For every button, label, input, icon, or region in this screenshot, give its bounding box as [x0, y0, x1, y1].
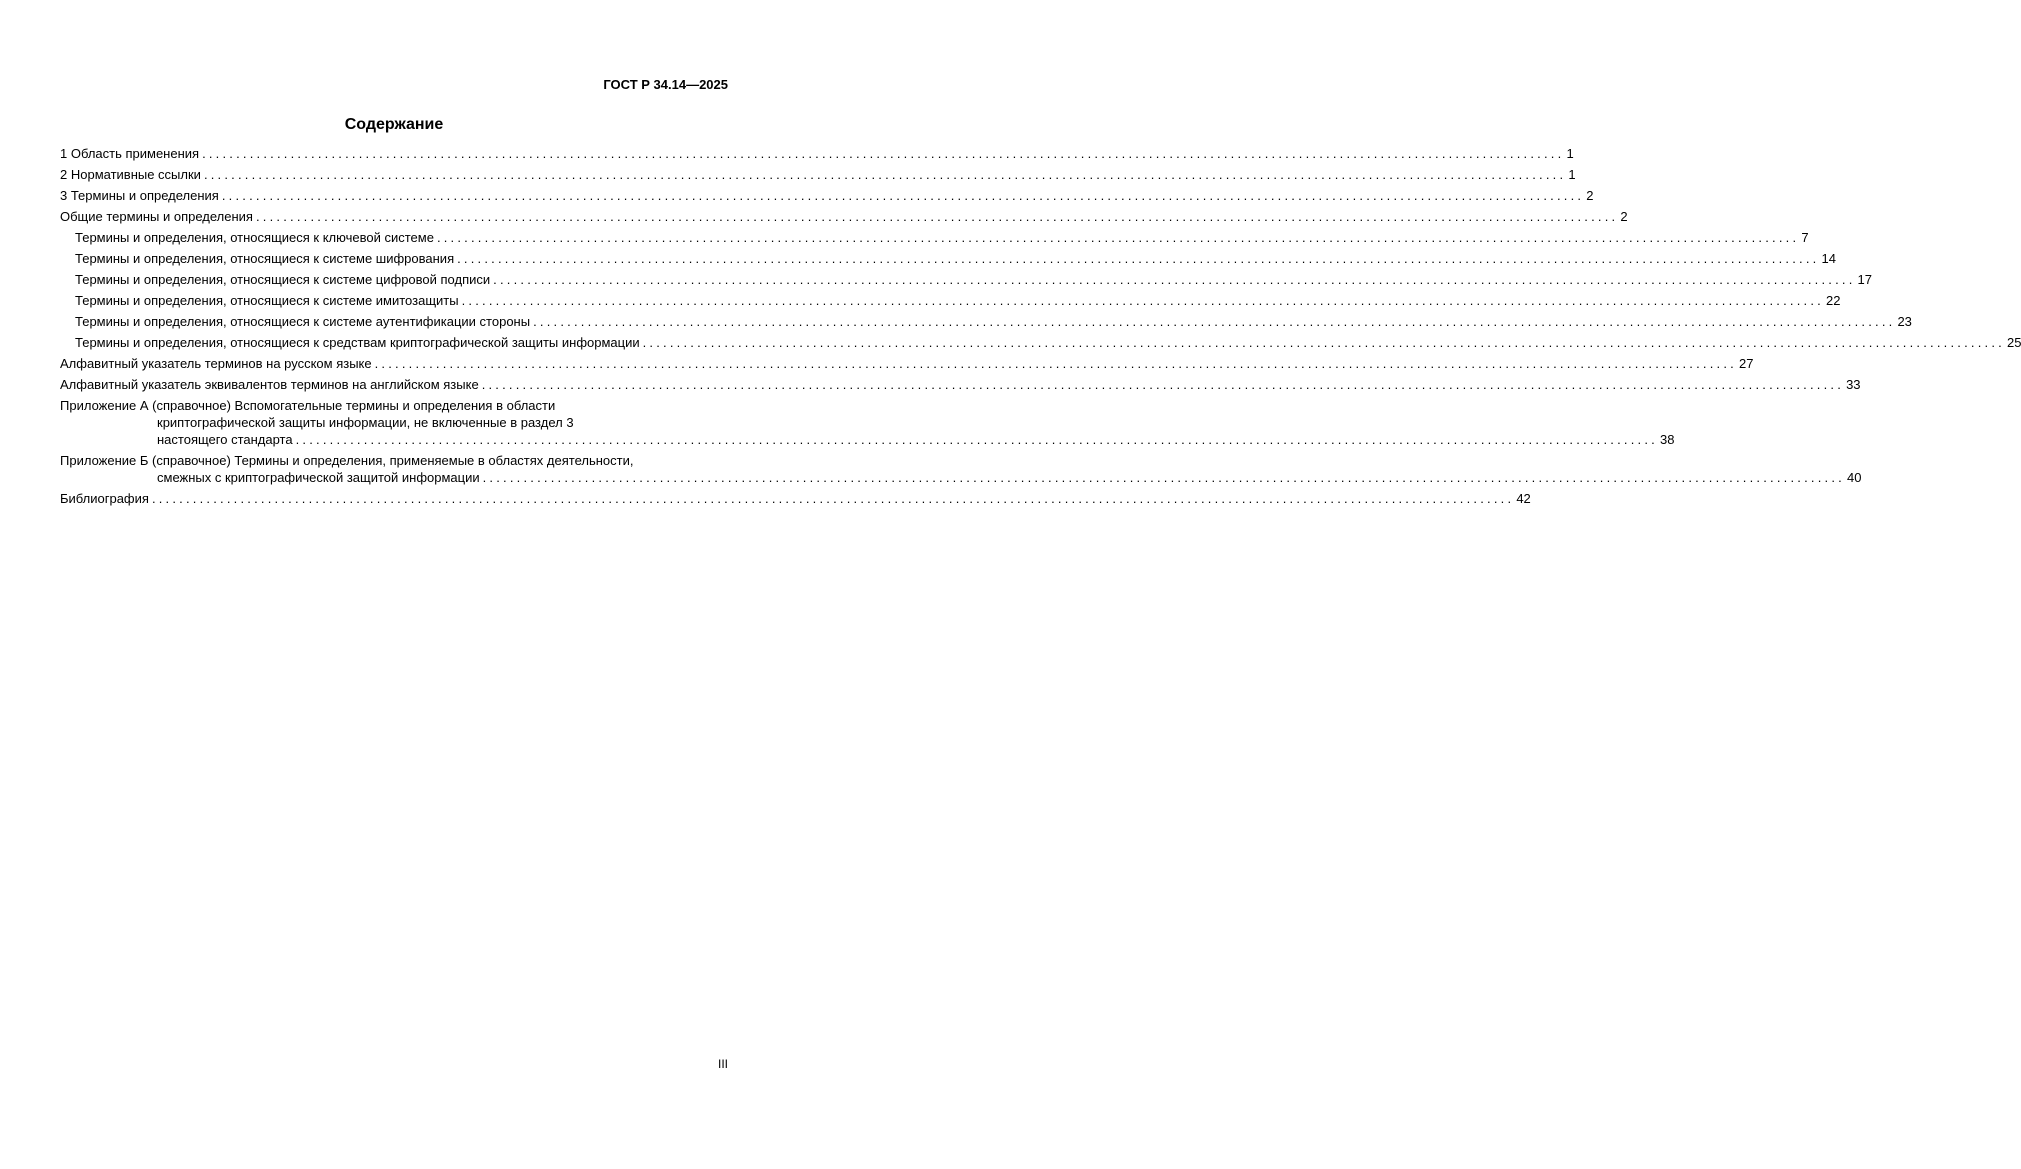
dot-leader: ........................................................................................................................................................................................................ — [374, 356, 1737, 371]
toc-entry[interactable] — [60, 334, 2021, 351]
page-number: III — [717, 1057, 728, 1071]
toc-entry-label: Термины и определения, относящиеся к системе имитозащиты — [75, 293, 459, 308]
toc-entry-label: Термины и определения, относящиеся к ключевой системе — [75, 230, 434, 245]
dot-leader: ........................................................................................................................................................................................................ — [436, 230, 1800, 245]
toc-entry-label: 3 Термины и определения — [60, 188, 219, 203]
toc-entry[interactable] — [60, 208, 1628, 225]
toc-entry[interactable] — [60, 271, 1872, 288]
dot-leader: ........................................................................................................................................................................................................ — [461, 293, 1824, 308]
toc-entry-page: 27 — [1739, 356, 1754, 371]
toc-entry-page: 17 — [1857, 272, 1872, 287]
toc-entry-label: Термины и определения, относящиеся к средствам криптографической защиты информации — [75, 335, 640, 350]
toc-entry-page: 22 — [1825, 293, 1841, 308]
dot-leader: ........................................................................................................................................................................................................ — [482, 470, 1845, 485]
toc-entry-label: Алфавитный указатель терминов на русском языке — [60, 356, 372, 371]
toc-entry[interactable] — [60, 166, 1576, 183]
toc-entry-page: 42 — [1516, 491, 1531, 506]
dot-leader: ........................................................................................................................................................................................................ — [533, 314, 1896, 329]
toc-entry-label: Приложение А (справочное) Вспомогательные термины и определения в области — [60, 398, 556, 413]
toc-title: Содержание — [344, 116, 444, 133]
toc-entry-page: 33 — [1846, 377, 1861, 392]
toc-entry-label: 2 Нормативные ссылки — [60, 167, 201, 182]
toc-entry-page: 38 — [1659, 432, 1675, 447]
dot-leader: ........................................................................................................................................................................................................ — [457, 251, 1820, 266]
dot-leader: ........................................................................................................................................................................................................ — [203, 167, 1567, 182]
toc-entry[interactable] — [60, 292, 1841, 309]
toc-entry[interactable] — [60, 452, 1862, 486]
toc-entry-label: Термины и определения, относящиеся к системе шифрования — [75, 251, 455, 266]
toc-entry-label: настоящего стандарта — [157, 432, 293, 447]
table-of-contents — [60, 145, 2021, 511]
toc-entry[interactable] — [60, 145, 1574, 162]
toc-entry[interactable] — [60, 490, 1531, 507]
toc-entry[interactable] — [60, 355, 1754, 372]
dot-leader: ........................................................................................................................................................................................................ — [295, 432, 1658, 447]
toc-entry-label: Термины и определения, относящиеся к системе аутентификации стороны — [75, 314, 531, 329]
dot-leader: ........................................................................................................................................................................................................ — [202, 146, 1565, 161]
toc-entry[interactable] — [60, 376, 1861, 393]
toc-entry-label: Термины и определения, относящиеся к системе цифровой подписи — [75, 272, 491, 287]
dot-leader: ........................................................................................................................................................................................................ — [642, 335, 2005, 350]
toc-entry-page: 1 — [1566, 146, 1574, 161]
toc-entry-label: 1 Область применения — [60, 146, 200, 161]
toc-entry-page: 40 — [1847, 470, 1862, 485]
toc-entry-label: Алфавитный указатель эквивалентов терминов на английском языке — [60, 377, 479, 392]
toc-entry-page: 2 — [1586, 188, 1594, 203]
toc-entry[interactable] — [60, 229, 1809, 246]
toc-entry-label: смежных с криптографической защитой информации — [157, 470, 480, 485]
toc-entry-label: Общие термины и определения — [60, 209, 253, 224]
toc-entry[interactable] — [60, 250, 1836, 267]
document-code: ГОСТ Р 34.14—2025 — [603, 77, 728, 92]
toc-entry-page: 1 — [1568, 167, 1576, 182]
dot-leader: ........................................................................................................................................................................................................ — [151, 491, 1515, 506]
toc-entry[interactable] — [60, 397, 1675, 448]
dot-leader: ........................................................................................................................................................................................................ — [221, 188, 1585, 203]
toc-entry[interactable] — [60, 313, 1912, 330]
toc-entry-label-continuation: криптографической защиты информации, не включенные в раздел 3 — [157, 415, 574, 430]
toc-entry-page: 14 — [1821, 251, 1836, 266]
dot-leader: ........................................................................................................................................................................................................ — [255, 209, 1619, 224]
toc-entry-page: 7 — [1801, 230, 1809, 245]
toc-entry-label: Приложение Б (справочное) Термины и определения, применяемые в областях деятельности, — [60, 453, 634, 468]
dot-leader: ........................................................................................................................................................................................................ — [493, 272, 1856, 287]
toc-entry-page: 2 — [1620, 209, 1628, 224]
dot-leader: ........................................................................................................................................................................................................ — [481, 377, 1845, 392]
toc-entry[interactable] — [60, 187, 1594, 204]
toc-entry-label: Библиография — [60, 491, 149, 506]
toc-entry-page: 25 — [2007, 335, 2021, 350]
toc-entry-page: 23 — [1897, 314, 1912, 329]
